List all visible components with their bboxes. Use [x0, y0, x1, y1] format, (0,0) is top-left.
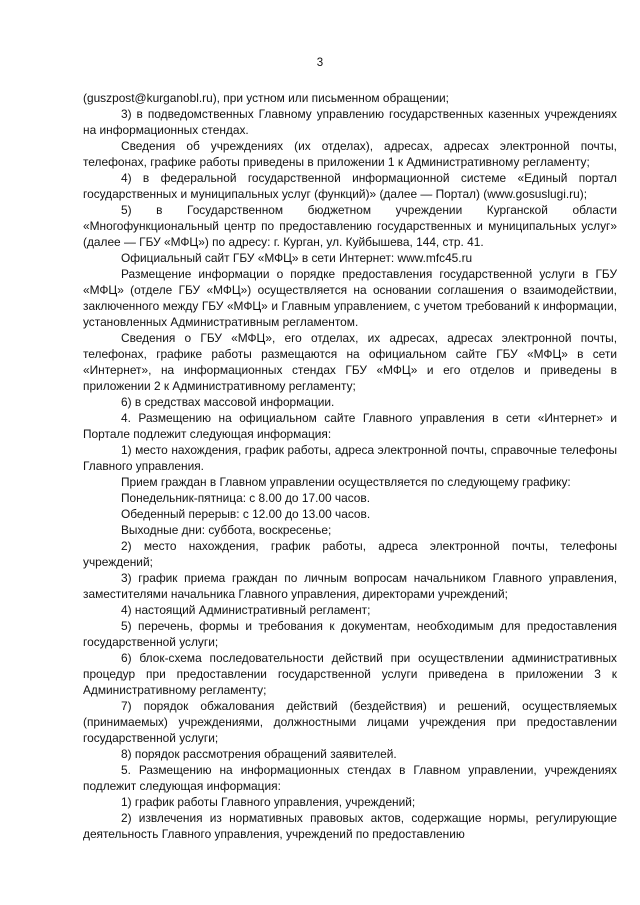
- paragraph: 5) перечень, формы и требования к документам, необходимым для предоставления государственной услуги;: [83, 619, 617, 649]
- paragraph: 5. Размещению на информационных стендах в Главном управлении, учреждениях подлежит следующая информация:: [83, 763, 617, 793]
- paragraph: 1) график работы Главного управления, учреждений;: [121, 795, 416, 809]
- paragraph: 4) настоящий Административный регламент;: [121, 603, 371, 617]
- paragraph: Выходные дни: суббота, воскресенье;: [121, 523, 332, 537]
- paragraph: 3) график приема граждан по личным вопросам начальником Главного управления, заместителями начальника Главного управления, директорами учреждений;: [83, 571, 617, 601]
- paragraph: Сведения о ГБУ «МФЦ», его отделах, их адресах, адресах электронной почты, телефонах, графике работы размещаются на официальном сайте ГБУ «МФЦ» в сети «Интернет», на информационных стендах ГБУ «МФЦ» и его отделов и приведены в приложении 2 к Административному регламенту;: [83, 331, 617, 393]
- paragraph: Официальный сайт ГБУ «МФЦ» в сети Интернет: www.mfc45.ru: [121, 251, 473, 265]
- paragraph: 2) место нахождения, график работы, адреса электронной почты, телефоны учреждений;: [83, 539, 617, 569]
- paragraph: Прием граждан в Главном управлении осуществляется по следующему графику:: [121, 475, 571, 489]
- paragraph: 2) извлечения из нормативных правовых актов, содержащие нормы, регулирующие деятельность Главного управления, учреждений по предоставлению: [83, 811, 617, 841]
- paragraph: Понедельник-пятница: с 8.00 до 17.00 часов.: [121, 491, 371, 505]
- paragraph: 7) порядок обжалования действий (бездействия) и решений, осуществляемых (принимаемых) учреждениями, должностными лицами учреждения при предоставлении государственной услуги;: [83, 699, 617, 745]
- paragraph: 3) в подведомственных Главному управлению государственных казенных учреждениях на информационных стендах.: [83, 107, 617, 137]
- paragraph: Размещение информации о порядке предоставления государственной услуги в ГБУ «МФЦ» (отделе ГБУ «МФЦ») осуществляется на основании соглашения о взаимодействии, заключенного между ГБУ «МФЦ» и Главным управлением, с учетом требований к информации, установленных Административным регламентом.: [83, 267, 617, 329]
- paragraph: 4) в федеральной государственной информационной системе «Единый портал государственных и муниципальных услуг (функций)» (далее — Портал) (www.gosuslugi.ru);: [83, 171, 617, 201]
- paragraph: 6) в средствах массовой информации.: [121, 395, 335, 409]
- paragraph: 5) в Государственном бюджетном учреждении Курганской области «Многофункциональный центр по предоставлению государственных и муниципальных услуг» (далее — ГБУ «МФЦ») по адресу: г. Курган, ул. Куйбышева, 144, стр. 41.: [83, 203, 617, 249]
- paragraph: 4. Размещению на официальном сайте Главного управления в сети «Интернет» и Портале подлежит следующая информация:: [83, 411, 617, 441]
- document-body: [83, 90, 617, 842]
- paragraph: (guszpost@kurganobl.ru), при устном или письменном обращении;: [83, 91, 449, 105]
- paragraph: 8) порядок рассмотрения обращений заявителей.: [121, 747, 397, 761]
- paragraph: Обеденный перерыв: с 12.00 до 13.00 часов.: [121, 507, 371, 521]
- paragraph: 1) место нахождения, график работы, адреса электронной почты, справочные телефоны Главного управления.: [83, 443, 617, 473]
- paragraph: Сведения об учреждениях (их отделах), адресах, адресах электронной почты, телефонах, графике работы приведены в приложении 1 к Административному регламенту;: [83, 139, 617, 169]
- paragraph: 6) блок-схема последовательности действий при осуществлении административных процедур при предоставлении государственной услуги приведена в приложении 3 к Административному регламенту;: [83, 651, 617, 697]
- page-number: 3: [316, 57, 324, 69]
